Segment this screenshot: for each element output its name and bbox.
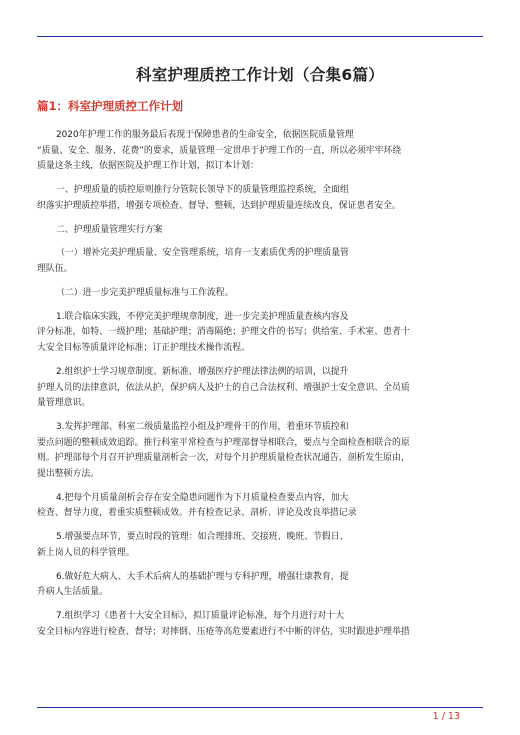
text-line: 提出整顿方法。 [37, 468, 100, 479]
paragraph [37, 570, 483, 601]
text-line: 织落实护理质控举措，增强专项检查、督导、整顿，达到护理质量连续改良，保证患者安全。 [37, 200, 401, 211]
paragraph [37, 246, 483, 277]
text-line: 3.发挥护理部、科室二级质量监控小组及护理骨干的作用，着重环节质控和 [56, 421, 349, 432]
text-line: 量管理意识。 [37, 398, 91, 409]
text-line: “质量、安全、服务、花费”的要求，质量管理一定贯串于护理工作的一直，所以必须牢牢环绕 [37, 145, 402, 156]
text-line: 评分标准，如特、一级护理；基础护理；消毒隔绝；护理文件的书写；供给室、手术室、患者十 [37, 327, 410, 338]
text-line: 大安全目标等质量评论标准；订正护理技术操作流程。 [37, 343, 250, 354]
text-line: 质量这条主线，依据医院及护理工作计划，拟订本计划： [37, 161, 259, 172]
section-heading: 篇1：科室护理质控工作计划 [37, 99, 184, 113]
paragraph [37, 223, 483, 239]
text-line: 安全目标内容进行检查、督导；对摔倒、压疮等高危要素进行不中断的评估，实时跟进护理举措 [37, 626, 410, 637]
document-title: 科室护理质控工作计划（合集6篇） [135, 66, 385, 84]
footer-rule [37, 707, 483, 708]
paragraph [37, 609, 483, 640]
text-line: 2020年护理工作的服务最后表现于保障患者的生命安全，依据医院质量管理 [56, 130, 354, 140]
text-line: 检查、督导力度，着重实质整顿成效。并有检查记录、剖析、评论及改良举措记录 [37, 508, 357, 519]
header-rule [37, 36, 483, 37]
text-line: 新上岗人员的科学管理。 [37, 547, 135, 558]
text-line: 一、护理质量的质控原则推行分管院长领导下的质量管理监控系统，全面组 [56, 185, 349, 196]
page-number: 1 / 13 [432, 711, 460, 722]
paragraph [37, 128, 483, 175]
paragraph [37, 310, 483, 357]
text-line: （二）进一步完美护理质量标准与工作流程。 [56, 287, 234, 298]
text-line: 1.联合临床实践，不停完美护理规章制度，进一步完美护理质量查核内容及 [56, 311, 349, 322]
text-line: 理队伍。 [37, 264, 73, 275]
text-line: 二、护理质量管理实行方案 [56, 224, 163, 235]
text-line: （一）增补完美护理质量、安全管理系统，培育一支素质优秀的护理质量管 [56, 248, 349, 259]
text-line: 7.组织学习《患者十大安全目标》，拟订质量评论标准，每个月进行对十大 [56, 611, 345, 622]
text-line: 则。护理部每个月召开护理质量剖析会一次，对每个月护理质量检查状况通告，剖析发生原由， [37, 453, 410, 464]
text-line: 要点问题的整顿成效追踪。推行科室平常检查与护理部督导相联合，要点与全面检查相联合的原 [37, 437, 410, 448]
paragraph [37, 286, 483, 302]
text-line: 2.组织护士学习规章制度、新标准、增强医疗护理法律法例的培训，以提升 [56, 366, 349, 377]
text-line: 护理人员的法律意识，依法从护，保护病人及护士的自己合法权利、增强护士安全意识、全员质 [37, 382, 410, 393]
text-line: 6.做好危大病人、大手术后病人的基础护理与专科护理，增强壮康教育，提 [56, 571, 349, 582]
paragraph [37, 183, 483, 214]
text-line: 5.增强要点环节，要点时段的管理：如合理排班、交接班、晚班、节假日、 [56, 532, 349, 543]
document-body [37, 128, 483, 649]
paragraph [37, 491, 483, 522]
paragraph [37, 420, 483, 482]
paragraph [37, 365, 483, 412]
text-line: 升病人生活质量。 [37, 587, 108, 598]
text-line: 4.把每个月质量剖析会存在安全隐患问题作为下月质量检查要点内容，加大 [56, 492, 349, 503]
paragraph [37, 530, 483, 561]
